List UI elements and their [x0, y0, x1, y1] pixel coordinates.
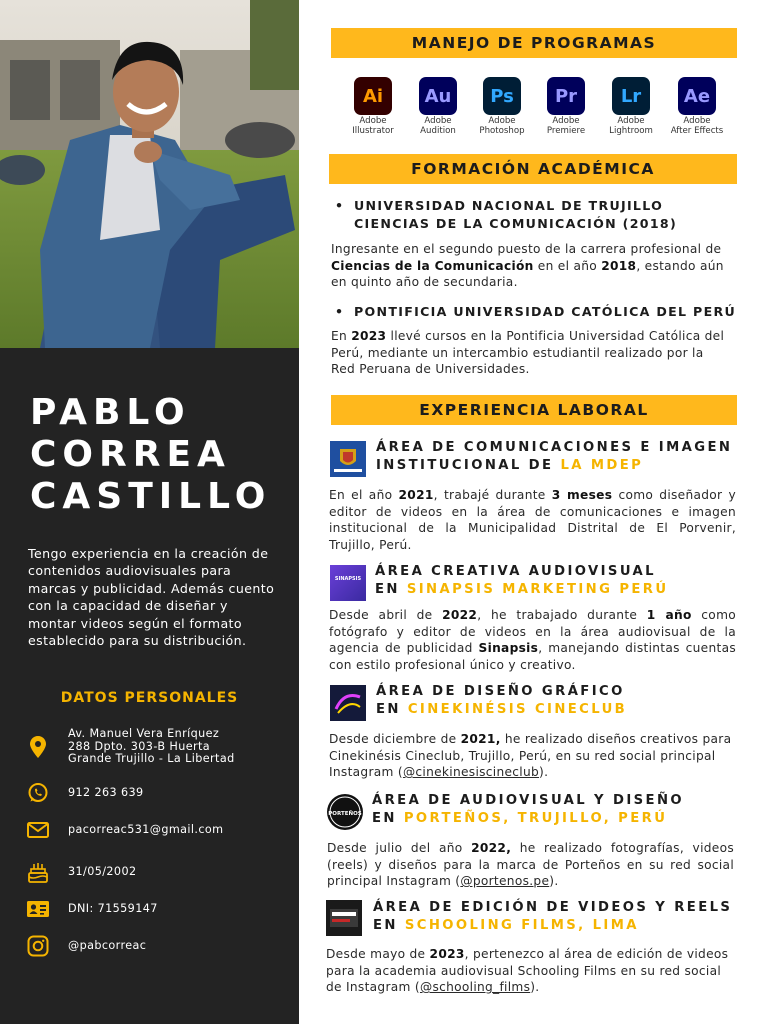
app-label: Adobe Audition: [420, 116, 456, 136]
job-4-line-2: EN PORTEÑOS, TRUJILLO, PERÚ: [372, 811, 668, 826]
name-line-3: CASTILLO: [30, 476, 272, 517]
premiere-icon: Pr: [547, 77, 585, 115]
edu-unt-line-1: UNIVERSIDAD NACIONAL DE TRUJILLO: [354, 198, 664, 213]
lightroom-icon: Lr: [612, 77, 650, 115]
svg-text:SINAPSIS: SINAPSIS: [334, 576, 362, 582]
job-3-line-2: EN CINEKINÉSIS CINECLUB: [376, 702, 628, 717]
mail-icon: [26, 818, 50, 842]
phone-text: 912 263 639: [68, 785, 144, 799]
job-1-line-1: ÁREA DE COMUNICACIONES E IMAGEN: [376, 440, 733, 455]
bullet-icon: •: [335, 304, 345, 319]
instagram-text[interactable]: @pabcorreac: [68, 938, 147, 952]
schooling-films-logo: [326, 900, 362, 936]
edu-pucp-heading: [335, 303, 748, 321]
job-4-description: Desde julio del año 2022, he realizado fotografías, videos (reels) y diseños para la marca de Porteños en su red social principal Instagram (@portenos.pe).: [327, 841, 734, 889]
instagram-icon: [26, 934, 50, 958]
job-1-description: En el año 2021, trabajé durante 3 meses como diseñador y editor de videos en la área de comunicaciones e imagen institucional de la Municipalidad Distrital de El Porvenir, Trujillo, Perú.: [329, 488, 737, 552]
job-3-org: CINEKINÉSIS CINECLUB: [407, 702, 628, 717]
job-1-title: [376, 439, 732, 475]
mdep-logo: [330, 441, 366, 477]
svg-text:PORTEÑOS: PORTEÑOS: [328, 811, 362, 817]
app-photoshop: [470, 77, 534, 136]
profile-photo: [0, 0, 299, 348]
app-label: Adobe Photoshop: [479, 116, 525, 136]
app-label: Adobe Premiere: [546, 116, 586, 136]
job-4-title: [372, 792, 684, 828]
job-4-line-1: ÁREA DE AUDIOVISUAL Y DISEÑO: [372, 793, 684, 808]
job-5-line-2: EN SCHOOLING FILMS, LIMA: [373, 918, 639, 933]
cinekinesis-logo: [330, 685, 366, 721]
programs-header: MANEJO DE PROGRAMAS: [331, 28, 737, 58]
cake-icon: [26, 860, 50, 884]
name-line-2: CORREA: [30, 434, 231, 475]
job-5-title: [373, 899, 732, 935]
job-2-title: [375, 563, 668, 599]
job-4-org: PORTEÑOS, TRUJILLO, PERÚ: [403, 811, 668, 826]
app-premiere: [534, 77, 598, 136]
dni-row: [26, 897, 286, 921]
job-3-title: [376, 683, 627, 719]
app-after-effects: [665, 77, 729, 136]
name-line-1: PABLO: [30, 392, 191, 433]
job-2-description: Desde abril de 2022, he trabajado durante 1 año como fotógrafo y editor de videos en la área audiovisual de la agencia de publicidad Sinapsis, manejando distintas cuentas con estilo profesional único y creativo.: [329, 608, 736, 672]
edu-unt-heading: [335, 197, 738, 233]
full-name: [30, 392, 271, 518]
location-pin-icon: [26, 735, 50, 759]
edu-pucp-line-1: PONTIFICIA UNIVERSIDAD CATÓLICA DEL PERÚ: [354, 304, 737, 319]
photoshop-icon: Ps: [483, 77, 521, 115]
personal-data-title: DATOS PERSONALES: [60, 690, 239, 706]
app-label: Adobe Lightroom: [609, 116, 653, 136]
whatsapp-icon: [26, 781, 50, 805]
instagram-row: [26, 934, 286, 958]
job-2-line-1: ÁREA CREATIVA AUDIOVISUAL: [375, 564, 656, 579]
job-5-line-1: ÁREA DE EDICIÓN DE VIDEOS Y REELS: [373, 900, 733, 915]
email-row: [26, 818, 286, 842]
job-2-org: SINAPSIS MARKETING PERÚ: [406, 582, 669, 597]
profile-summary: Tengo experiencia en la creación de contenidos audiovisuales para marcas y publicidad. Además cuento con la capacidad de diseñar y montar videos según el formato establecido para su distribución.: [28, 546, 275, 649]
sinapsis-logo: [330, 565, 366, 601]
job-1-org: LA MDEP: [560, 458, 644, 473]
illustrator-icon: Ai: [354, 77, 392, 115]
edu-pucp-description: En 2023 llevé cursos en la Pontificia Universidad Católica del Perú, mediante un intercambio estudiantil realizado por la Red Peruana de Universidades.: [331, 329, 725, 377]
job-3-description: Desde diciembre de 2021, he realizado diseños creativos para Cinekinésis Cineclub, Trujillo, Perú, en su red social principal Instagram (@cinekinesiscineclub).: [329, 732, 732, 780]
phone-row: [26, 781, 286, 805]
address-text: [68, 728, 235, 766]
programs-list: [344, 77, 740, 137]
birthdate-row: [26, 860, 286, 884]
email-text[interactable]: pacorreac531@gmail.com: [68, 822, 224, 836]
edu-unt-line-2: CIENCIAS DE LA COMUNICACIÓN (2018): [354, 216, 678, 231]
address-line-1: Av. Manuel Vera Enríquez: [68, 727, 220, 740]
app-lightroom: [599, 77, 663, 136]
schooling-films-instagram-link[interactable]: @schooling_films: [419, 980, 531, 995]
app-audition: [406, 77, 470, 136]
job-5-org: SCHOOLING FILMS, LIMA: [404, 918, 639, 933]
app-label: Adobe Illustrator: [352, 116, 394, 136]
edu-unt-description: Ingresante en el segundo puesto de la carrera profesional de Ciencias de la Comunicación en el año 2018, estando aún en quinto año de secundaria.: [331, 242, 724, 290]
address-line-3: Grande Trujillo - La Libertad: [68, 752, 235, 765]
left-sidebar: [0, 0, 299, 1024]
address-row: [26, 728, 286, 766]
job-1-line-2: INSTITUCIONAL DE LA MDEP: [376, 458, 644, 473]
job-5-description: Desde mayo de 2023, pertenezco al área de edición de videos para la academia audiovisual Schooling Films en su red social de Instagram (@schooling_films).: [326, 947, 729, 995]
address-line-2: 288 Dpto. 303-B Huerta: [68, 739, 211, 753]
portenos-logo: [326, 793, 364, 831]
dni-text: DNI: 71559147: [68, 901, 158, 915]
job-2-line-2: EN SINAPSIS MARKETING PERÚ: [375, 582, 669, 597]
job-3-line-1: ÁREA DE DISEÑO GRÁFICO: [376, 684, 625, 699]
education-header: FORMACIÓN ACADÉMICA: [329, 154, 737, 184]
audition-icon: Au: [419, 77, 457, 115]
id-card-icon: [26, 897, 50, 921]
app-illustrator: [341, 77, 405, 136]
after-effects-icon: Ae: [678, 77, 716, 115]
app-label: Adobe After Effects: [670, 116, 724, 136]
experience-header: EXPERIENCIA LABORAL: [331, 395, 737, 425]
portenos-instagram-link[interactable]: @portenos.pe: [460, 874, 550, 889]
cinekinesis-instagram-link[interactable]: @cinekinesiscineclub: [402, 765, 540, 780]
birthdate-text: 31/05/2002: [68, 864, 137, 878]
bullet-icon: •: [335, 198, 345, 213]
